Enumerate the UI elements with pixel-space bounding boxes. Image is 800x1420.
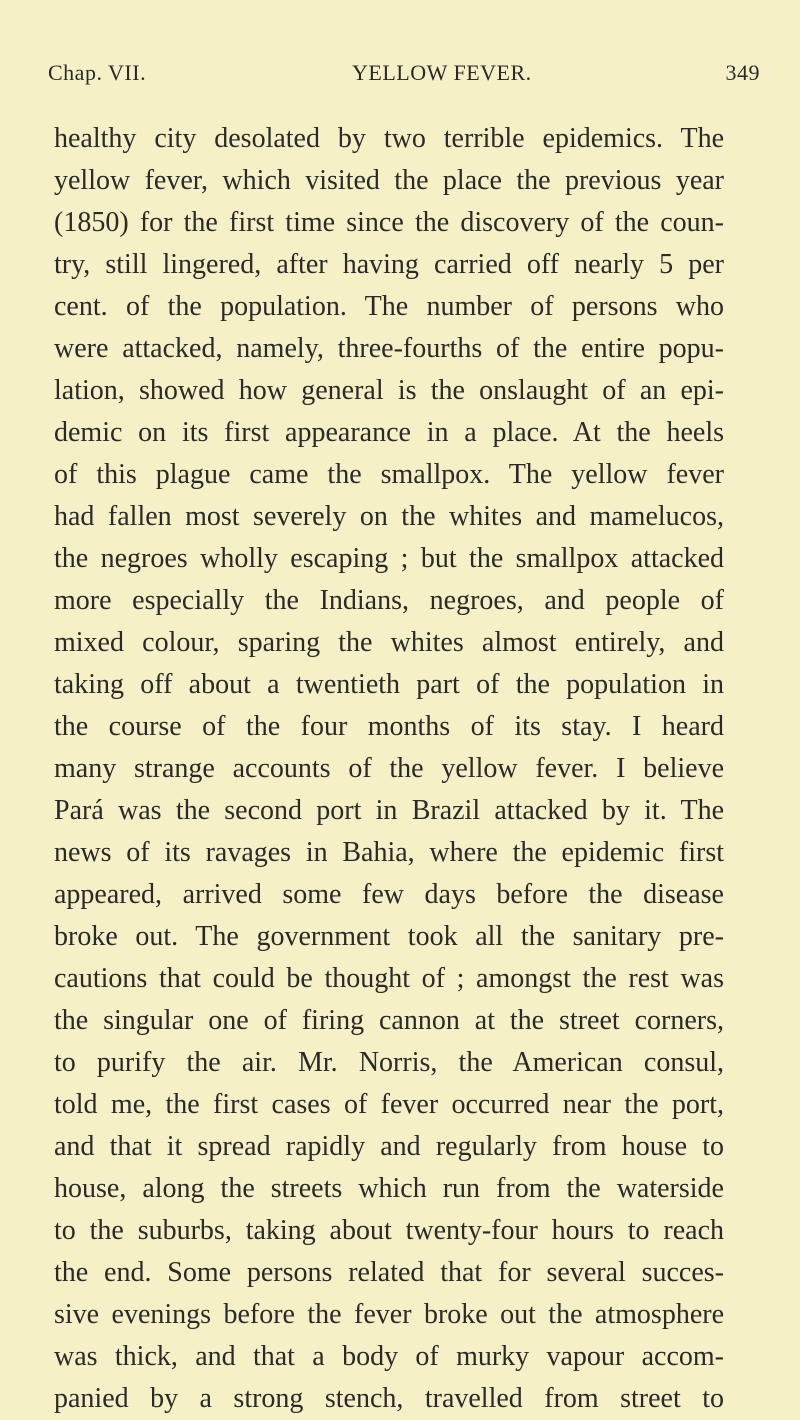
text-line: many strange accounts of the yellow fever. I believe [54, 753, 724, 784]
body-text [54, 118, 724, 1420]
text-line: sive evenings before the fever broke out the atmosphere [54, 1299, 724, 1330]
text-line: to purify the air. Mr. Norris, the American consul, [54, 1047, 724, 1078]
text-line: the negroes wholly escaping ; but the smallpox attacked [54, 543, 724, 574]
text-line: was thick, and that a body of murky vapour accom- [54, 1341, 724, 1372]
page-number: 349 [725, 60, 760, 85]
text-line: had fallen most severely on the whites and mamelucos, [54, 501, 724, 532]
text-line: Pará was the second port in Brazil attacked by it. The [54, 795, 724, 826]
text-line: the singular one of firing cannon at the street corners, [54, 1005, 724, 1036]
text-line: try, still lingered, after having carried off nearly 5 per [54, 249, 724, 280]
text-line: cautions that could be thought of ; amongst the rest was [54, 963, 724, 994]
running-head [40, 60, 760, 88]
running-title: YELLOW FEVER. [352, 60, 532, 85]
text-line: mixed colour, sparing the whites almost entirely, and [54, 627, 724, 658]
text-line: were attacked, namely, three-fourths of the entire popu- [54, 333, 724, 364]
text-line: healthy city desolated by two terrible epidemics. The [54, 123, 724, 154]
text-line: of this plague came the smallpox. The yellow fever [54, 459, 724, 490]
text-line: the end. Some persons related that for several succes- [54, 1257, 724, 1288]
chapter-label: Chap. VII. [48, 60, 147, 85]
text-line: more especially the Indians, negroes, and people of [54, 585, 724, 616]
text-line: (1850) for the first time since the discovery of the coun- [54, 207, 724, 238]
text-line: taking off about a twentieth part of the population in [54, 669, 724, 700]
text-line: and that it spread rapidly and regularly from house to [54, 1131, 724, 1162]
text-line: broke out. The government took all the sanitary pre- [54, 921, 724, 952]
text-line: told me, the first cases of fever occurred near the port, [54, 1089, 724, 1120]
text-line: to the suburbs, taking about twenty-four hours to reach [54, 1215, 724, 1246]
text-line: panied by a strong stench, travelled from street to [54, 1383, 724, 1414]
text-line: appeared, arrived some few days before the disease [54, 879, 724, 910]
text-line: cent. of the population. The number of persons who [54, 291, 724, 322]
text-line: news of its ravages in Bahia, where the epidemic first [54, 837, 724, 868]
text-line: the course of the four months of its stay. I heard [54, 711, 724, 742]
text-line: yellow fever, which visited the place the previous year [54, 165, 724, 196]
text-line: lation, showed how general is the onslaught of an epi- [54, 375, 724, 406]
text-line: house, along the streets which run from the waterside [54, 1173, 724, 1204]
text-line: demic on its first appearance in a place. At the heels [54, 417, 724, 448]
